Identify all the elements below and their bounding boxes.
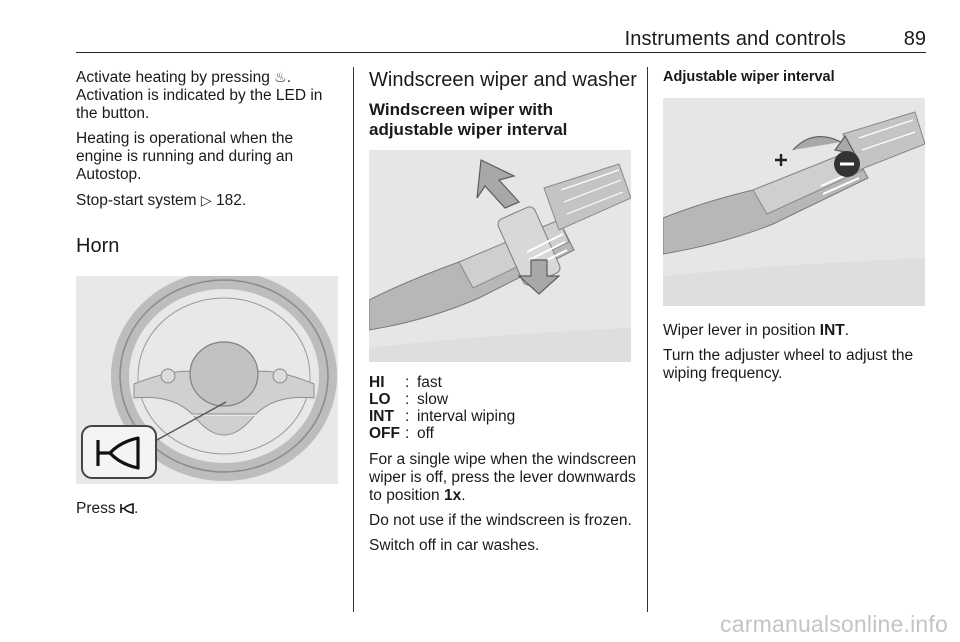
column-right xyxy=(663,68,929,390)
interval-heading: Adjustable wiper interval xyxy=(663,69,835,85)
wiper-subheading: Windscreen wiper with adjustable wiper interval xyxy=(369,100,568,139)
car-wash-note: Switch off in car washes. xyxy=(369,537,540,554)
watermark-text: carmanualsonline.info xyxy=(720,611,948,637)
page-header xyxy=(76,28,926,53)
horn-heading: Horn xyxy=(76,235,120,257)
heating-operational-paragraph: Heating is operational when the engine is running and during an Autostop. xyxy=(76,130,294,183)
column-divider xyxy=(353,67,354,612)
legend-row: HI : fast xyxy=(369,374,442,391)
frozen-warning: Do not use if the windscreen is frozen. xyxy=(369,512,632,529)
wiper-position-legend xyxy=(369,374,515,442)
page-number: 89 xyxy=(903,28,926,50)
legend-row: OFF : off xyxy=(369,425,434,442)
reference-arrow-icon: ▷ xyxy=(200,192,212,208)
horn-instruction: Press . xyxy=(76,500,139,517)
int-position-paragraph: Wiper lever in position INT. xyxy=(663,322,850,339)
steering-wheel-illustration xyxy=(76,276,338,484)
legend-row: LO : slow xyxy=(369,391,449,408)
column-left xyxy=(76,68,341,525)
adjuster-paragraph: Turn the adjuster wheel to adjust the wiping frequency. xyxy=(663,347,914,382)
wiper-section-heading: Windscreen wiper and washer xyxy=(369,69,637,91)
horn-icon xyxy=(120,503,134,514)
column-divider xyxy=(647,67,648,612)
single-wipe-paragraph: For a single wipe when the windscreen wiper is off, press the lever downwards to position 1x. xyxy=(369,451,637,504)
section-title: Instruments and controls xyxy=(624,28,846,50)
column-middle xyxy=(369,68,637,562)
heating-paragraph: Activate heating by pressing ♨. Activation is indicated by the LED in the button. xyxy=(76,69,323,122)
wiper-lever-illustration xyxy=(369,150,631,362)
steering-wheel-heat-icon: ♨ xyxy=(274,69,287,85)
adjuster-wheel-illustration xyxy=(663,98,925,306)
stop-start-reference: Stop-start system ▷ 182. xyxy=(76,192,247,209)
legend-row: INT : interval wiping xyxy=(369,408,516,425)
